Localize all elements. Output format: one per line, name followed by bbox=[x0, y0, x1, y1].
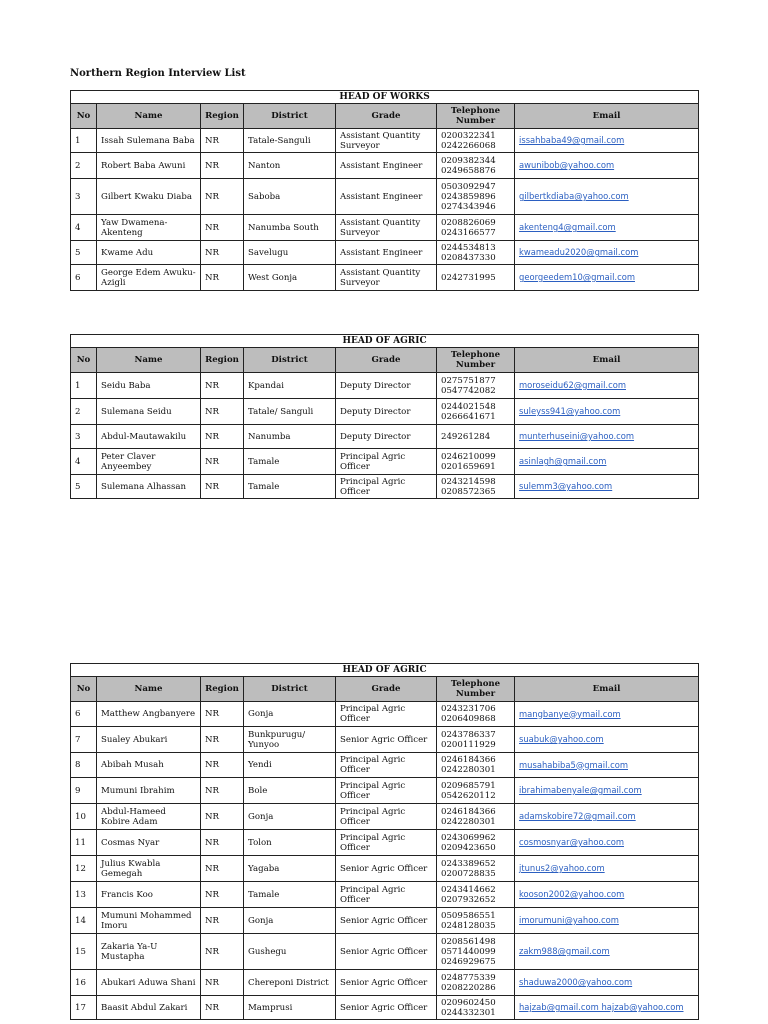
cell-district: West Gonja bbox=[244, 265, 336, 291]
cell-no: 9 bbox=[71, 778, 97, 804]
cell-name: Robert Baba Awuni bbox=[97, 153, 201, 179]
cell-name: Gilbert Kwaku Diaba bbox=[97, 179, 201, 215]
table-row bbox=[71, 753, 699, 778]
cell-district: Nanton bbox=[244, 153, 336, 179]
cell-no: 17 bbox=[71, 996, 97, 1020]
cell-district: Gonja bbox=[244, 908, 336, 934]
cell-region: NR bbox=[201, 425, 244, 449]
email-link[interactable]: issahbaba49@gmail.com bbox=[519, 135, 625, 145]
cell-district: Tamale bbox=[244, 475, 336, 499]
cell-phone: 0275751877 0547742082 bbox=[437, 373, 515, 399]
cell-name: Abukari Aduwa Shani bbox=[97, 970, 201, 996]
cell-name: Abibah Musah bbox=[97, 753, 201, 778]
cell-grade: Principal Agric Officer bbox=[336, 475, 437, 499]
cell-region: NR bbox=[201, 934, 244, 970]
cell-district: Chereponi District bbox=[244, 970, 336, 996]
cell-district: Tamale bbox=[244, 882, 336, 908]
cell-region: NR bbox=[201, 908, 244, 934]
cell-email bbox=[515, 129, 699, 153]
cell-name: Seidu Baba bbox=[97, 373, 201, 399]
cell-email bbox=[515, 153, 699, 179]
email-link[interactable]: suleyss941@yahoo.com bbox=[519, 406, 621, 416]
cell-grade: Assistant Quantity Surveyor bbox=[336, 265, 437, 291]
cell-region: NR bbox=[201, 804, 244, 830]
cell-phone: 0244021548 0266641671 bbox=[437, 399, 515, 425]
table-row bbox=[71, 129, 699, 153]
section-title: HEAD OF WORKS bbox=[71, 91, 699, 104]
cell-email bbox=[515, 373, 699, 399]
cell-no: 2 bbox=[71, 399, 97, 425]
cell-phone: 0209382344 0249658876 bbox=[437, 153, 515, 179]
table-row bbox=[71, 970, 699, 996]
cell-name: Cosmas Nyar bbox=[97, 830, 201, 856]
cell-district: Bole bbox=[244, 778, 336, 804]
cell-district: Tatale-Sanguli bbox=[244, 129, 336, 153]
cell-district: Gonja bbox=[244, 804, 336, 830]
cell-region: NR bbox=[201, 129, 244, 153]
cell-name: Sulemana Seidu bbox=[97, 399, 201, 425]
table-row bbox=[71, 179, 699, 215]
cell-grade: Senior Agric Officer bbox=[336, 908, 437, 934]
cell-name: Matthew Angbanyere bbox=[97, 702, 201, 727]
cell-name: Sulemana Alhassan bbox=[97, 475, 201, 499]
email-link[interactable]: kooson2002@yahoo.com bbox=[519, 889, 625, 899]
cell-name: Abdul-Hameed Kobire Adam bbox=[97, 804, 201, 830]
cell-email bbox=[515, 449, 699, 475]
cell-district: Bunkpurugu/ Yunyoo bbox=[244, 727, 336, 753]
cell-district: Saboba bbox=[244, 179, 336, 215]
cell-grade: Principal Agric Officer bbox=[336, 702, 437, 727]
cell-grade: Principal Agric Officer bbox=[336, 882, 437, 908]
cell-name: Peter Claver Anyeembey bbox=[97, 449, 201, 475]
cell-phone: 0209685791 0542620112 bbox=[437, 778, 515, 804]
table-row bbox=[71, 475, 699, 499]
header-row bbox=[71, 677, 699, 702]
cell-email bbox=[515, 475, 699, 499]
grade-header: Grade bbox=[336, 104, 437, 129]
table-row bbox=[71, 425, 699, 449]
section-title: HEAD OF AGRIC bbox=[71, 664, 699, 677]
table-row bbox=[71, 373, 699, 399]
cell-name: Julius Kwabla Gemegah bbox=[97, 856, 201, 882]
name-header: Name bbox=[97, 677, 201, 702]
cell-grade: Principal Agric Officer bbox=[336, 778, 437, 804]
name-header: Name bbox=[97, 348, 201, 373]
cell-email bbox=[515, 425, 699, 449]
cell-no: 13 bbox=[71, 882, 97, 908]
email-link[interactable]: sulemm3@yahoo.com bbox=[519, 481, 613, 491]
email-link[interactable]: musahabiba5@gmail.com bbox=[519, 759, 629, 770]
cell-no: 1 bbox=[71, 129, 97, 153]
table-row bbox=[71, 830, 699, 856]
cell-name: Issah Sulemana Baba bbox=[97, 129, 201, 153]
cell-no: 14 bbox=[71, 908, 97, 934]
cell-region: NR bbox=[201, 153, 244, 179]
email-link[interactable]: kwameadu2020@gmail.com bbox=[519, 247, 639, 257]
cell-grade: Deputy Director bbox=[336, 399, 437, 425]
cell-region: NR bbox=[201, 970, 244, 996]
cell-grade: Assistant Engineer bbox=[336, 179, 437, 215]
cell-grade: Principal Agric Officer bbox=[336, 804, 437, 830]
header-row bbox=[71, 104, 699, 129]
region-header: Region bbox=[201, 104, 244, 129]
cell-district: Gonja bbox=[244, 702, 336, 727]
region-header: Region bbox=[201, 348, 244, 373]
cell-grade: Deputy Director bbox=[336, 373, 437, 399]
email-header: Email bbox=[515, 104, 699, 129]
cell-email bbox=[515, 882, 699, 908]
telephone-header: Telephone Number bbox=[437, 104, 515, 129]
cell-district: Gushegu bbox=[244, 934, 336, 970]
email-link[interactable]: mangbanye@ymail.com bbox=[519, 708, 621, 719]
head-of-agric-table-2 bbox=[70, 663, 699, 1020]
cell-phone: 0503092947 0243859896 0274343946 bbox=[437, 179, 515, 215]
cell-grade: Assistant Quantity Surveyor bbox=[336, 129, 437, 153]
email-link[interactable]: georgeedem10@gmail.com bbox=[519, 272, 635, 282]
cell-phone: 0242731995 bbox=[437, 265, 515, 291]
email-link[interactable]: suabuk@yahoo.com bbox=[519, 734, 604, 744]
cell-no: 11 bbox=[71, 830, 97, 856]
cell-no: 12 bbox=[71, 856, 97, 882]
cell-no: 7 bbox=[71, 727, 97, 753]
document-title: Northern Region Interview List bbox=[70, 68, 246, 79]
cell-region: NR bbox=[201, 702, 244, 727]
email-header: Email bbox=[515, 348, 699, 373]
cell-no: 1 bbox=[71, 373, 97, 399]
email-link[interactable]: moroseidu62@gmail.com bbox=[519, 380, 626, 390]
cell-email bbox=[515, 753, 699, 778]
header-row bbox=[71, 348, 699, 373]
cell-name: Zakaria Ya-U Mustapha bbox=[97, 934, 201, 970]
cell-email bbox=[515, 804, 699, 830]
cell-district: Savelugu bbox=[244, 241, 336, 265]
cell-phone: 0243069962 0209423650 bbox=[437, 830, 515, 856]
email-link[interactable]: imorumuni@yahoo.com bbox=[519, 915, 619, 925]
email-link[interactable]: shaduwa2000@yahoo.com bbox=[519, 977, 633, 987]
cell-email bbox=[515, 727, 699, 753]
email-link[interactable]: zakm988@gmail.com bbox=[519, 946, 610, 956]
cell-grade: Senior Agric Officer bbox=[336, 856, 437, 882]
cell-email bbox=[515, 908, 699, 934]
email-link[interactable]: asinlagh@gmail.com bbox=[519, 456, 607, 466]
table-row bbox=[71, 241, 699, 265]
cell-region: NR bbox=[201, 856, 244, 882]
cell-region: NR bbox=[201, 830, 244, 856]
cell-no: 8 bbox=[71, 753, 97, 778]
cell-name: Baasit Abdul Zakari bbox=[97, 996, 201, 1020]
cell-phone: 0243414662 0207932652 bbox=[437, 882, 515, 908]
cell-phone: 0200322341 0242266068 bbox=[437, 129, 515, 153]
cell-email bbox=[515, 399, 699, 425]
cell-phone: 0246184366 0242280301 bbox=[437, 753, 515, 778]
table-row bbox=[71, 996, 699, 1020]
telephone-header: Telephone Number bbox=[437, 677, 515, 702]
cell-region: NR bbox=[201, 399, 244, 425]
email-link[interactable]: adamskobire72@gmail.com bbox=[519, 811, 636, 821]
table-row bbox=[71, 727, 699, 753]
cell-district: Nanumba bbox=[244, 425, 336, 449]
no-header: No bbox=[71, 104, 97, 129]
table-row bbox=[71, 399, 699, 425]
cell-phone: 0208561498 0571440099 0246929675 bbox=[437, 934, 515, 970]
cell-phone: 0248775339 0208220286 bbox=[437, 970, 515, 996]
cell-no: 15 bbox=[71, 934, 97, 970]
grade-header: Grade bbox=[336, 348, 437, 373]
table-row bbox=[71, 804, 699, 830]
cell-phone: 0209602450 0244332301 bbox=[437, 996, 515, 1020]
cell-email bbox=[515, 265, 699, 291]
cell-name: Francis Koo bbox=[97, 882, 201, 908]
table-row bbox=[71, 215, 699, 241]
cell-phone: 0246210099 0201659691 bbox=[437, 449, 515, 475]
cell-region: NR bbox=[201, 778, 244, 804]
cell-name: Abdul-Mautawakilu bbox=[97, 425, 201, 449]
cell-grade: Assistant Quantity Surveyor bbox=[336, 215, 437, 241]
table-row bbox=[71, 856, 699, 882]
cell-phone: 0243786337 0200111929 bbox=[437, 727, 515, 753]
grade-header: Grade bbox=[336, 677, 437, 702]
cell-grade: Principal Agric Officer bbox=[336, 449, 437, 475]
cell-region: NR bbox=[201, 475, 244, 499]
district-header: District bbox=[244, 348, 336, 373]
cell-region: NR bbox=[201, 265, 244, 291]
cell-district: Tamale bbox=[244, 449, 336, 475]
cell-district: Yagaba bbox=[244, 856, 336, 882]
cell-district: Nanumba South bbox=[244, 215, 336, 241]
cell-grade: Assistant Engineer bbox=[336, 153, 437, 179]
cell-region: NR bbox=[201, 449, 244, 475]
cell-name: Mumuni Ibrahim bbox=[97, 778, 201, 804]
cell-email bbox=[515, 179, 699, 215]
cell-email bbox=[515, 778, 699, 804]
cell-phone: 0244534813 0208437330 bbox=[437, 241, 515, 265]
cell-grade: Senior Agric Officer bbox=[336, 727, 437, 753]
cell-region: NR bbox=[201, 179, 244, 215]
table-row bbox=[71, 702, 699, 727]
cell-name: George Edem Awuku-Azigli bbox=[97, 265, 201, 291]
cell-district: Yendi bbox=[244, 753, 336, 778]
cell-region: NR bbox=[201, 727, 244, 753]
cell-no: 5 bbox=[71, 241, 97, 265]
cell-email bbox=[515, 970, 699, 996]
cell-no: 3 bbox=[71, 425, 97, 449]
table-row bbox=[71, 265, 699, 291]
cell-no: 3 bbox=[71, 179, 97, 215]
table-row bbox=[71, 882, 699, 908]
cell-region: NR bbox=[201, 373, 244, 399]
cell-email bbox=[515, 241, 699, 265]
cell-phone: 0246184366 0242280301 bbox=[437, 804, 515, 830]
cell-region: NR bbox=[201, 241, 244, 265]
cell-region: NR bbox=[201, 753, 244, 778]
cell-region: NR bbox=[201, 882, 244, 908]
region-header: Region bbox=[201, 677, 244, 702]
district-header: District bbox=[244, 677, 336, 702]
cell-email bbox=[515, 702, 699, 727]
email-link[interactable]: akenteng4@gmail.com bbox=[519, 222, 616, 232]
cell-district: Tatale/ Sanguli bbox=[244, 399, 336, 425]
cell-no: 16 bbox=[71, 970, 97, 996]
cell-email bbox=[515, 856, 699, 882]
cell-name: Yaw Dwamena-Akenteng bbox=[97, 215, 201, 241]
cell-no: 4 bbox=[71, 215, 97, 241]
email-link[interactable]: jtunus2@yahoo.com bbox=[519, 863, 605, 873]
cell-no: 4 bbox=[71, 449, 97, 475]
cell-no: 10 bbox=[71, 804, 97, 830]
email-link[interactable]: ibrahimabenyale@gmail.com bbox=[519, 785, 642, 795]
cell-phone: 0509586551 0248128035 bbox=[437, 908, 515, 934]
no-header: No bbox=[71, 348, 97, 373]
email-link[interactable]: hajzab@gmail.com hajzab@yahoo.com bbox=[519, 1002, 684, 1012]
cell-email bbox=[515, 830, 699, 856]
cell-grade: Senior Agric Officer bbox=[336, 970, 437, 996]
cell-region: NR bbox=[201, 215, 244, 241]
cell-phone: 0243231706 0206409868 bbox=[437, 702, 515, 727]
cell-district: Tolon bbox=[244, 830, 336, 856]
cell-email bbox=[515, 215, 699, 241]
cell-grade: Principal Agric Officer bbox=[336, 830, 437, 856]
email-link[interactable]: gilbertkdiaba@yahoo.com bbox=[519, 191, 629, 201]
cell-email bbox=[515, 996, 699, 1020]
cell-no: 6 bbox=[71, 702, 97, 727]
cell-no: 2 bbox=[71, 153, 97, 179]
cell-grade: Senior Agric Officer bbox=[336, 996, 437, 1020]
cell-name: Mumuni Mohammed Imoru bbox=[97, 908, 201, 934]
district-header: District bbox=[244, 104, 336, 129]
cell-name: Kwame Adu bbox=[97, 241, 201, 265]
cell-district: Mamprusi bbox=[244, 996, 336, 1020]
table-row bbox=[71, 449, 699, 475]
email-link[interactable]: munterhuseini@yahoo.com bbox=[519, 431, 635, 441]
email-link[interactable]: awunibob@yahoo.com bbox=[519, 160, 615, 170]
cell-phone: 249261284 bbox=[437, 425, 515, 449]
cell-district: Kpandai bbox=[244, 373, 336, 399]
cell-email bbox=[515, 934, 699, 970]
cell-no: 6 bbox=[71, 265, 97, 291]
email-header: Email bbox=[515, 677, 699, 702]
cell-no: 5 bbox=[71, 475, 97, 499]
cell-phone: 0208826069 0243166577 bbox=[437, 215, 515, 241]
cell-name: Sualey Abukari bbox=[97, 727, 201, 753]
no-header: No bbox=[71, 677, 97, 702]
telephone-header: Telephone Number bbox=[437, 348, 515, 373]
table-row bbox=[71, 908, 699, 934]
head-of-works-table bbox=[70, 90, 699, 291]
table-row bbox=[71, 778, 699, 804]
cell-grade: Senior Agric Officer bbox=[336, 934, 437, 970]
email-link[interactable]: cosmosnyar@yahoo.com bbox=[519, 837, 624, 847]
cell-phone: 0243389652 0200728835 bbox=[437, 856, 515, 882]
cell-phone: 0243214598 0208572365 bbox=[437, 475, 515, 499]
cell-region: NR bbox=[201, 996, 244, 1020]
name-header: Name bbox=[97, 104, 201, 129]
cell-grade: Deputy Director bbox=[336, 425, 437, 449]
section-title: HEAD OF AGRIC bbox=[71, 335, 699, 348]
cell-grade: Assistant Engineer bbox=[336, 241, 437, 265]
table-row bbox=[71, 934, 699, 970]
table-row bbox=[71, 153, 699, 179]
head-of-agric-table-1 bbox=[70, 334, 699, 499]
cell-grade: Principal Agric Officer bbox=[336, 753, 437, 778]
